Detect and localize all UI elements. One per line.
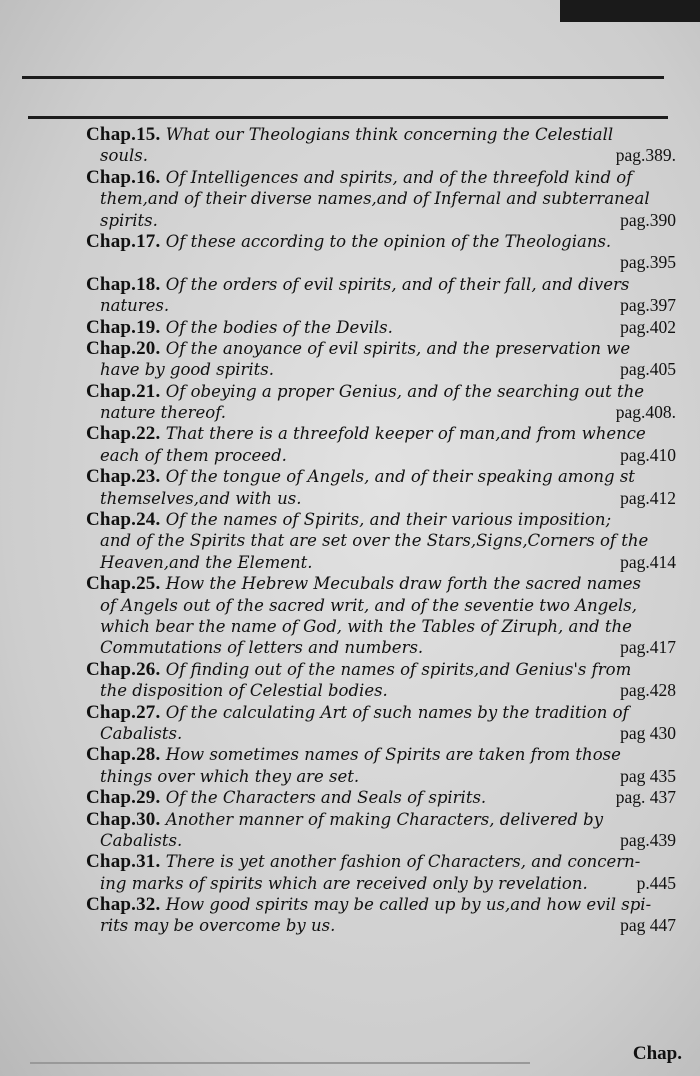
toc-continuation-line [86,145,686,166]
page-reference: pag.405 [620,359,676,380]
toc-entry [86,744,686,787]
toc-continuation-line [86,830,686,851]
chapter-title: Of the names of Spirits, and their various imposition; [165,510,612,530]
toc-continuation-line [86,188,686,209]
chapter-number: Chap.29. [86,787,161,809]
chapter-number: Chap.17. [86,230,161,252]
chapter-title: and of the Spirits that are set over the Stars,Signs,Corners of the [100,531,649,551]
page-reference: pag.389. [615,145,676,166]
chapter-title: Of obeying a proper Genius, and of the searching out the [165,381,645,401]
page-reference: pag. 437 [615,787,676,808]
toc-entry [86,509,686,573]
chapter-title: Another manner of making Characters, delivered by [165,809,604,829]
toc-continuation-line [86,210,686,231]
chapter-title: Cabalists. [100,830,183,850]
top-rule [22,76,664,79]
toc-continuation-line [86,595,686,616]
chapter-number: Chap.19. [86,316,161,338]
toc-first-line [86,702,686,723]
chapter-title: the disposition of Celestial bodies. [100,681,388,701]
toc-continuation-line [86,359,686,380]
page-reference: pag 447 [620,915,676,936]
chapter-title: Heaven,and the Element. [100,552,313,572]
chapter-number: Chap.27. [86,701,161,723]
toc-entry [86,317,686,338]
page-reference: pag.410 [620,444,676,465]
chapter-title: each of them proceed. [100,445,287,465]
page-reference: pag.395 [620,252,676,273]
toc-entry [86,659,686,702]
page-reference: pag.402 [620,316,676,337]
page-reference: pag.439 [620,829,676,850]
chapter-title: Of the anoyance of evil spirits, and the preservation we [165,338,631,358]
toc-entry [86,124,686,167]
toc-continuation-line [86,766,686,787]
chapter-title: Of these according to the opinion of the Theologians. [165,231,612,251]
toc-continuation-line [86,915,686,936]
page-reference: pag.428 [620,680,676,701]
toc-first-line [86,809,686,830]
toc-first-line [86,423,686,444]
chapter-number: Chap.24. [86,509,161,531]
page-reference: pag 435 [620,765,676,786]
toc-continuation-line [86,616,686,637]
chapter-title: Of finding out of the names of spirits,and Genius's from [165,659,632,679]
toc-first-line [86,894,686,915]
toc-entry [86,167,686,231]
catchword: Chap. [632,1043,682,1064]
toc-continuation-line [86,873,686,894]
table-of-contents [86,124,686,937]
chapter-title: themselves,and with us. [100,488,302,508]
toc-entry [86,381,686,424]
chapter-number: Chap.16. [86,166,161,188]
toc-entry [86,787,686,808]
toc-entry [86,423,686,466]
page-reference: p.445 [636,872,676,893]
toc-entry [86,338,686,381]
toc-first-line [86,744,686,765]
toc-first-line [86,787,686,808]
chapter-number: Chap.23. [86,466,161,488]
toc-continuation-line [86,402,686,423]
toc-continuation-line [86,488,686,509]
toc-entry [86,894,686,937]
chapter-title: spirits. [100,210,158,230]
bottom-rule [30,1062,530,1064]
toc-first-line [86,851,686,872]
page-reference: pag.417 [620,637,676,658]
chapter-title: have by good spirits. [100,360,274,380]
chapter-title: souls. [100,146,149,166]
toc-first-line [86,509,686,530]
toc-continuation-line [86,295,686,316]
chapter-title: Of Intelligences and spirits, and of the threefold kind of [165,167,633,187]
chapter-title: things over which they are set. [100,766,360,786]
toc-first-line [86,573,686,594]
toc-entry [86,573,686,659]
toc-continuation-line [86,680,686,701]
page-reference: pag.397 [620,295,676,316]
chapter-title: Of the tongue of Angels, and of their speaking among st [165,467,635,487]
toc-first-line [86,167,686,188]
toc-entry [86,702,686,745]
chapter-title: That there is a threefold keeper of man,and from whence [165,424,646,444]
chapter-title: Of the calculating Art of such names by the tradition of [165,702,629,722]
chapter-title: There is yet another fashion of Characters, and concern- [165,852,641,872]
chapter-title: Of the Characters and Seals of spirits. [165,788,487,808]
toc-first-line [86,659,686,680]
chapter-number: Chap.15. [86,124,161,145]
toc-continuation-line [86,530,686,551]
chapter-title: Of the orders of evil spirits, and of their fall, and divers [165,274,630,294]
toc-first-line [86,124,686,145]
chapter-number: Chap.28. [86,744,161,766]
toc-first-line [86,466,686,487]
toc-entry [86,851,686,894]
chapter-title: which bear the name of God, with the Tables of Ziruph, and the [100,616,632,636]
chapter-title: Cabalists. [100,723,183,743]
toc-first-line [86,381,686,402]
page-reference: pag.408. [615,402,676,423]
toc-first-line [86,338,686,359]
chapter-title: them,and of their diverse names,and of Infernal and subterraneal [100,189,650,209]
chapter-title: How good spirits may be called up by us,and how evil spi- [165,895,652,915]
chapter-number: Chap.22. [86,423,161,445]
chapter-number: Chap.26. [86,658,161,680]
page-reference: pag.390 [620,209,676,230]
toc-page-line [86,252,686,273]
page-reference: pag 430 [620,722,676,743]
page-edge-shadow [560,0,700,22]
chapter-number: Chap.18. [86,273,161,295]
toc-first-line [86,231,686,252]
toc-entry [86,274,686,317]
chapter-title: of Angels out of the sacred writ, and of the seventie two Angels, [100,595,638,615]
toc-continuation-line [86,723,686,744]
chapter-title: natures. [100,296,170,316]
toc-first-line [86,274,686,295]
chapter-number: Chap.32. [86,894,161,916]
chapter-title: Of the bodies of the Devils. [165,317,393,337]
toc-entry [86,809,686,852]
page-reference: pag.412 [620,487,676,508]
chapter-number: Chap.20. [86,337,161,359]
chapter-title: Commutations of letters and numbers. [100,638,424,658]
toc-continuation-line [86,552,686,573]
toc-first-line [86,317,686,338]
toc-entry [86,466,686,509]
chapter-title: rits may be overcome by us. [100,916,336,936]
chapter-number: Chap.31. [86,851,161,873]
header-rule [28,116,668,119]
chapter-number: Chap.25. [86,573,161,595]
chapter-title: ing marks of spirits which are received only by revelation. [100,873,588,893]
chapter-title: nature thereof. [100,403,226,423]
chapter-number: Chap.30. [86,808,161,830]
toc-continuation-line [86,445,686,466]
chapter-title: How sometimes names of Spirits are taken from those [165,745,621,765]
toc-continuation-line [86,637,686,658]
chapter-number: Chap.21. [86,380,161,402]
chapter-title: What our Theologians think concerning the Celestiall [165,125,614,144]
toc-entry [86,231,686,274]
page-reference: pag.414 [620,551,676,572]
chapter-title: How the Hebrew Mecubals draw forth the sacred names [165,574,642,594]
